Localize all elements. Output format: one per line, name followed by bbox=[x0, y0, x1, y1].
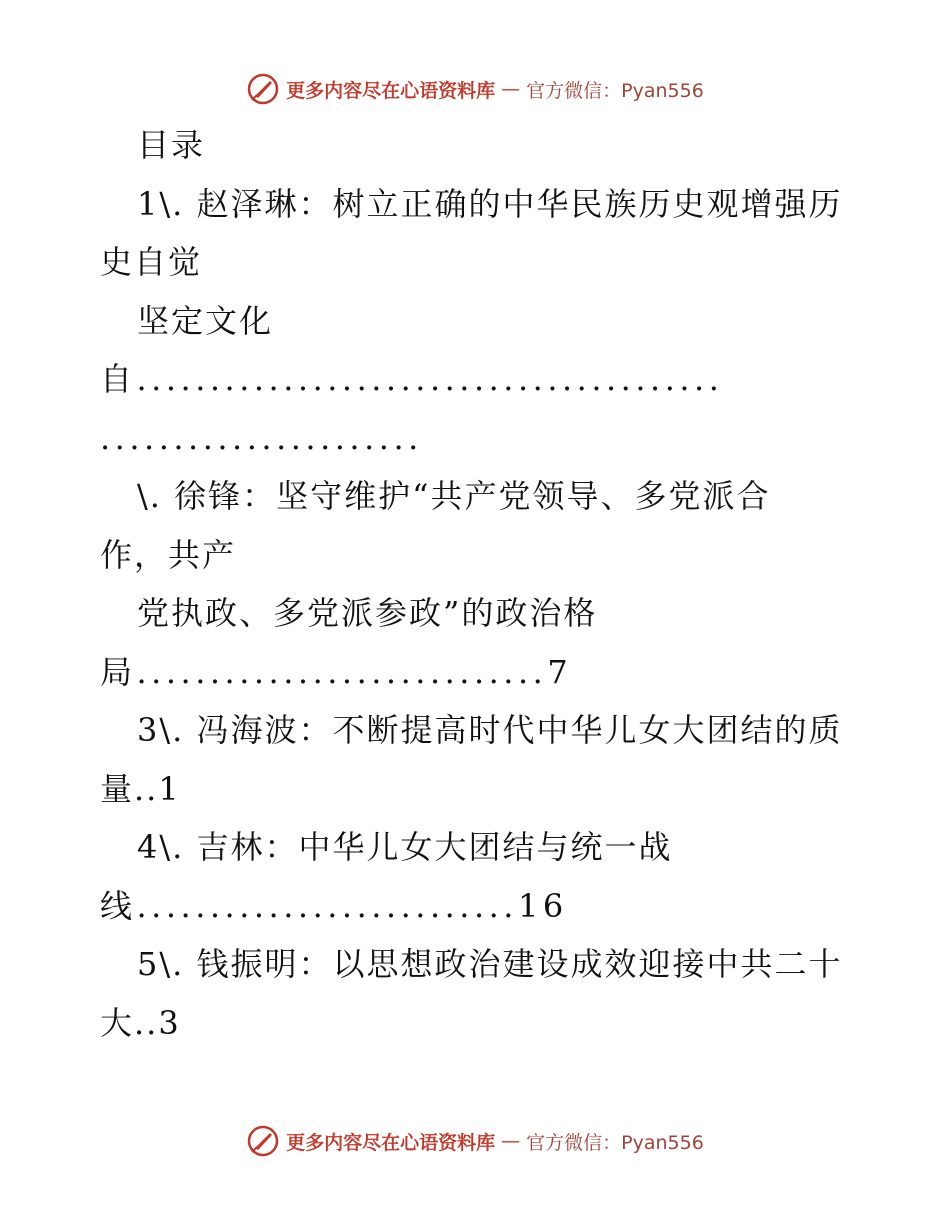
toc-line: 量..1 bbox=[100, 769, 181, 808]
toc-line: 1\. 赵泽琳：树立正确的中华民族历史观增强历 bbox=[137, 184, 843, 223]
footer-watermark bbox=[0, 1124, 950, 1158]
toc-line: 3\. 冯海波：不断提高时代中华儿女大团结的质 bbox=[137, 711, 843, 749]
toc-line: 大..3 bbox=[100, 1003, 181, 1042]
watermark-wechat-text: 官方微信：Pyan556 bbox=[526, 79, 704, 102]
toc-title: 目录 bbox=[137, 126, 206, 164]
watermark-main-text: 更多内容尽在心语资料库 bbox=[286, 1131, 496, 1154]
quill-logo-icon bbox=[246, 72, 280, 106]
watermark-dash: — bbox=[501, 78, 521, 100]
toc-line: 5\. 钱振明：以思想政治建设成效迎接中共二十 bbox=[137, 945, 843, 983]
toc-line: 线..........................16 bbox=[100, 886, 568, 925]
toc-line: 党执政、多党派参政”的政治格 bbox=[137, 594, 598, 632]
toc-line: 史自觉 bbox=[100, 243, 203, 281]
watermark-main-text: 更多内容尽在心语资料库 bbox=[286, 79, 496, 102]
toc-line: 自........................................ bbox=[100, 360, 724, 398]
watermark-dash: — bbox=[501, 1130, 521, 1152]
toc-line: 局............................7 bbox=[100, 652, 573, 691]
header-watermark bbox=[0, 72, 950, 106]
quill-logo-icon bbox=[246, 1124, 280, 1158]
toc-line: 作，共产 bbox=[100, 535, 237, 574]
toc-line: \. 徐锋：坚守维护“共产党领导、多党派合 bbox=[137, 477, 771, 515]
watermark-wechat-text: 官方微信：Pyan556 bbox=[526, 1131, 704, 1154]
toc-line: 坚定文化 bbox=[137, 301, 274, 340]
toc-line: ...................... bbox=[100, 418, 423, 457]
toc-line: 4\. 吉林：中华儿女大团结与统一战 bbox=[137, 828, 673, 866]
table-of-contents bbox=[100, 116, 860, 1052]
